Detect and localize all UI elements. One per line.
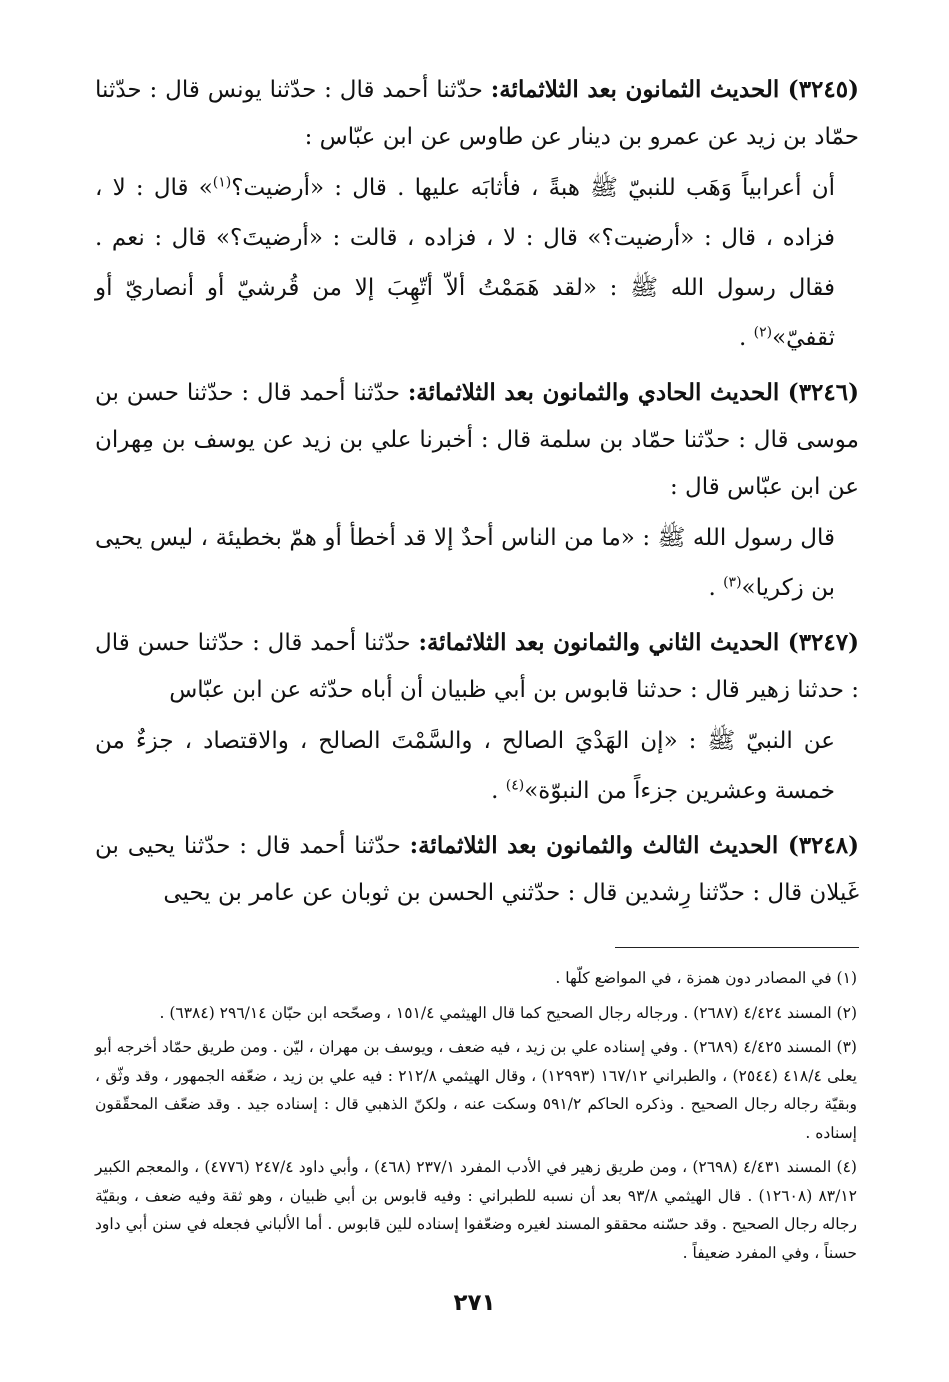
hadith-3248-title: (٣٢٤٨) الحديث الثالث والثمانون بعد الثلاثمائة: bbox=[409, 832, 860, 859]
main-text bbox=[95, 66, 859, 917]
hadith-3245-end: . bbox=[738, 325, 754, 351]
footnote-ref-4: (٤) bbox=[505, 777, 525, 794]
hadith-3246-text bbox=[95, 513, 859, 613]
hadith-3247-isnad: حدّثنا أحمد قال : حدّثنا حسن قال : حدثنا زهير قال : حدثنا قابوس بن أبي ظبيان أن أباه حدّثه عن ابن عبّاس bbox=[95, 630, 859, 703]
hadith-3247-header bbox=[95, 619, 859, 714]
hadith-3246-title: (٣٢٤٦) الحديث الحادي والثمانون بعد الثلاثمائة: bbox=[407, 379, 859, 406]
hadith-3248-isnad: حدّثنا أحمد قال : حدّثنا يحيى بن غَيلان قال : حدّثنا رِشدين قال : حدّثني الحسن بن ثوبان عن عامر بن يحيى bbox=[95, 833, 859, 906]
hadith-3246-isnad: حدّثنا أحمد قال : حدّثنا حسن بن موسى قال : حدّثنا حمّاد بن سلمة قال : أخبرنا علي بن زيد عن يوسف بن مِهران عن ابن عبّاس قال : bbox=[95, 380, 859, 500]
hadith-3247-matn: عن النبيّ ﷺ : «إن الهَدْيَ الصالح ، والسَّمْتَ الصالح ، والاقتصاد ، جزءٌ من خمسة وعشرين جزءاً من النبوّة» bbox=[95, 728, 835, 804]
footnote-separator bbox=[615, 947, 859, 948]
footnote-4: (٤) المسند ٤/٤٣١ (٢٦٩٨) ، ومن طريق زهير في الأدب المفرد ٢٣٧/١ (٤٦٨) ، وأبي داود ٢٤٧/٤ (٤٧٧٦) ، والمعجم الكبير ٨٣/١٢ (١٢٦٠٨) . قال الهيثمي ٩٣/٨ بعد أن نسبه للطبراني : وفيه قابوس بن أبي ظبيان ، وهو ثقة وفيه ضعف ، وبقيّة رجاله رجال الصحيح . وقد حسّنه محققو المسند لغيره وضعّفوا إسناده للين قابوس . أما الألباني فجعله في سنن أبي داود حسناً ، وفي المفرد ضعيفاً . bbox=[95, 1158, 857, 1262]
hadith-3246-end: . bbox=[708, 575, 724, 601]
footnote-ref-2: (٢) bbox=[753, 324, 773, 341]
page-number: ٢٧١ bbox=[453, 1290, 496, 1316]
footnote-ref-3: (٣) bbox=[723, 574, 742, 591]
footnotes bbox=[95, 964, 859, 1267]
hadith-3246-matn: قال رسول الله ﷺ : «ما من الناس أحدٌ إلا قد أخطأ أو همّ بخطيئة ، ليس يحيى بن زكريا» bbox=[95, 525, 835, 601]
hadith-3246-header bbox=[95, 369, 859, 511]
hadith-3245-matn-tail: » قال : لا ، فزاده ، قال : «أرضيت؟» قال : لا ، فزاده ، قالت : «أرضيتَ؟» قال : نعم . فقال رسول الله ﷺ : «لقد هَمَمْتُ ألاّ أتّهِبَ إلا من قُرشيّ أو أنصاريّ أو ثقفيّ» bbox=[95, 175, 835, 351]
footnote-ref-1: (١) bbox=[212, 174, 232, 191]
hadith-3245-title: (٣٢٤٥) الحديث الثمانون بعد الثلاثمائة: bbox=[490, 76, 859, 103]
hadith-3247-end: . bbox=[491, 778, 506, 804]
footnote-1: (١) في المصادر دون همزة ، في المواضع كلّها . bbox=[555, 969, 857, 987]
hadith-3248-header bbox=[95, 822, 859, 917]
hadith-3247-title: (٣٢٤٧) الحديث الثاني والثمانون بعد الثلاثمائة: bbox=[418, 629, 860, 656]
hadith-3245-header bbox=[95, 66, 859, 161]
footnote-3: (٣) المسند ٤/٤٢٥ (٢٦٨٩) . وفي إسناده علي بن زيد ، فيه ضعف ، ويوسف بن مهران ، ليّن . ومن طريق حمّاد أخرجه أبو يعلى ٤١٨/٤ (٢٥٤٤) ، والطبراني ١٦٧/١٢ (١٢٩٩٣) ، وقال الهيثمي ٢١٢/٨ : فيه علي بن زيد ، ضعّفه الجمهور ، وقد وثّق ، وبقيّة رجاله رجال الصحيح . وذكره الحاكم ٥٩١/٢ وسكت عنه ، ولكنّ الذهبي قال : إسناده جيد . وقد ضعّف المحقّقون إسناده . bbox=[95, 1038, 858, 1142]
hadith-3245-text bbox=[95, 163, 859, 363]
hadith-3245-isnad: حدّثنا أحمد قال : حدّثنا يونس قال : حدّثنا حمّاد بن زيد عن عمرو بن دينار عن طاوس عن ابن عبّاس : bbox=[95, 77, 859, 150]
hadith-3245-matn: أن أعرابياً وَهَب للنبيّ ﷺ هبةً ، فأثابَه عليها . قال : «أرضيت؟ bbox=[231, 175, 835, 201]
footnote-2: (٢) المسند ٤/٤٢٤ (٢٦٨٧) . ورجاله رجال الصحيح كما قال الهيثمي ١٥١/٤ ، وصحّحه ابن حبّان ٢٩٦/١٤ (٦٣٨٤) . bbox=[159, 1003, 857, 1022]
hadith-3247-text bbox=[95, 716, 859, 816]
